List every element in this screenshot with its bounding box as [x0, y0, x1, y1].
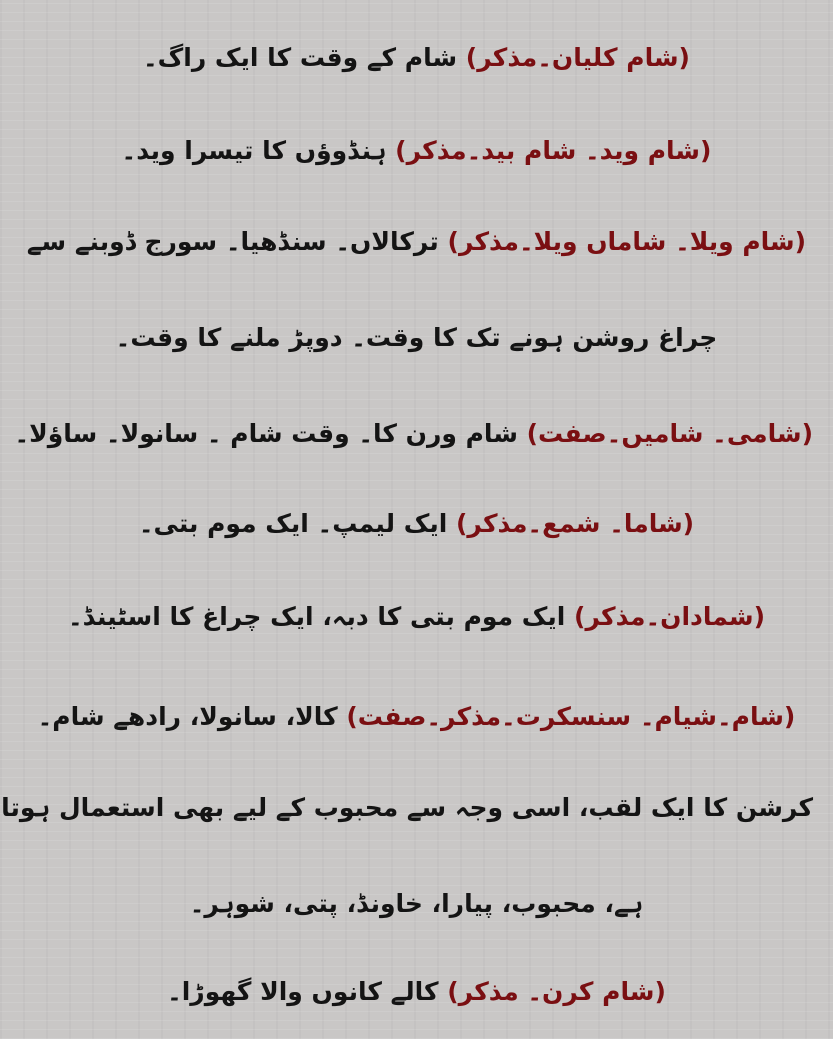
entry-line [20, 38, 813, 78]
entry-definition: کالا، سانولا، رادھے شام۔ [37, 702, 347, 731]
entry-definition: کالے کانوں والا گھوڑا۔ [167, 977, 448, 1006]
entry-line [20, 504, 813, 544]
entry-definition: شام ورن کا۔ وقت شام ۔ سانولا۔ ساؤلا۔ [14, 419, 527, 448]
entry-term: (شام وید۔ شام بید۔مذکر) [395, 136, 712, 165]
entry-line [20, 597, 813, 637]
entry-definition: کرشن کا ایک لقب، اسی وجہ سے محبوب کے لیے بھی استعمال ہوتا [1, 793, 813, 822]
entry-line [20, 222, 813, 262]
entry-line [14, 414, 813, 454]
entry-line [20, 131, 813, 171]
entry-definition: ہنڈوؤں کا تیسرا وید۔ [121, 136, 396, 165]
entry-line [20, 884, 813, 924]
entry-definition: ہے، محبوب، پیارا، خاونڈ، پتی، شوہر۔ [189, 889, 644, 918]
entry-definition: شام کے وقت کا ایک راگ۔ [143, 43, 466, 72]
entry-definition: چراغ روشن ہونے تک کا وقت۔ دوپڑ ملنے کا وقت۔ [115, 323, 718, 352]
entry-term: (شام کرن۔ مذکر) [447, 977, 666, 1006]
entry-line [20, 972, 813, 1012]
entry-definition: ایک موم بتی کا دبہ، ایک چراغ کا اسٹینڈ۔ [67, 602, 575, 631]
entry-line [20, 697, 813, 737]
entry-definition: ایک لیمپ۔ ایک موم بتی۔ [138, 509, 456, 538]
entry-term: (شام کلیان۔مذکر) [465, 43, 690, 72]
entry-term: (شامی۔ شامیں۔صفت) [526, 419, 813, 448]
entry-term: (شمادان۔مذکر) [574, 602, 766, 631]
entry-definition: ترکالاں۔ سنڈھیا۔ سورج ڈوبنے سے [26, 227, 448, 256]
entry-term: (شام۔شیام۔ سنسکرت۔مذکر۔صفت) [346, 702, 796, 731]
entry-line [20, 318, 813, 358]
entry-term: (شام ویلا۔ شاماں ویلا۔مذکر) [447, 227, 807, 256]
entry-line [1, 788, 813, 828]
entry-term: (شاما۔ شمع۔مذکر) [455, 509, 695, 538]
